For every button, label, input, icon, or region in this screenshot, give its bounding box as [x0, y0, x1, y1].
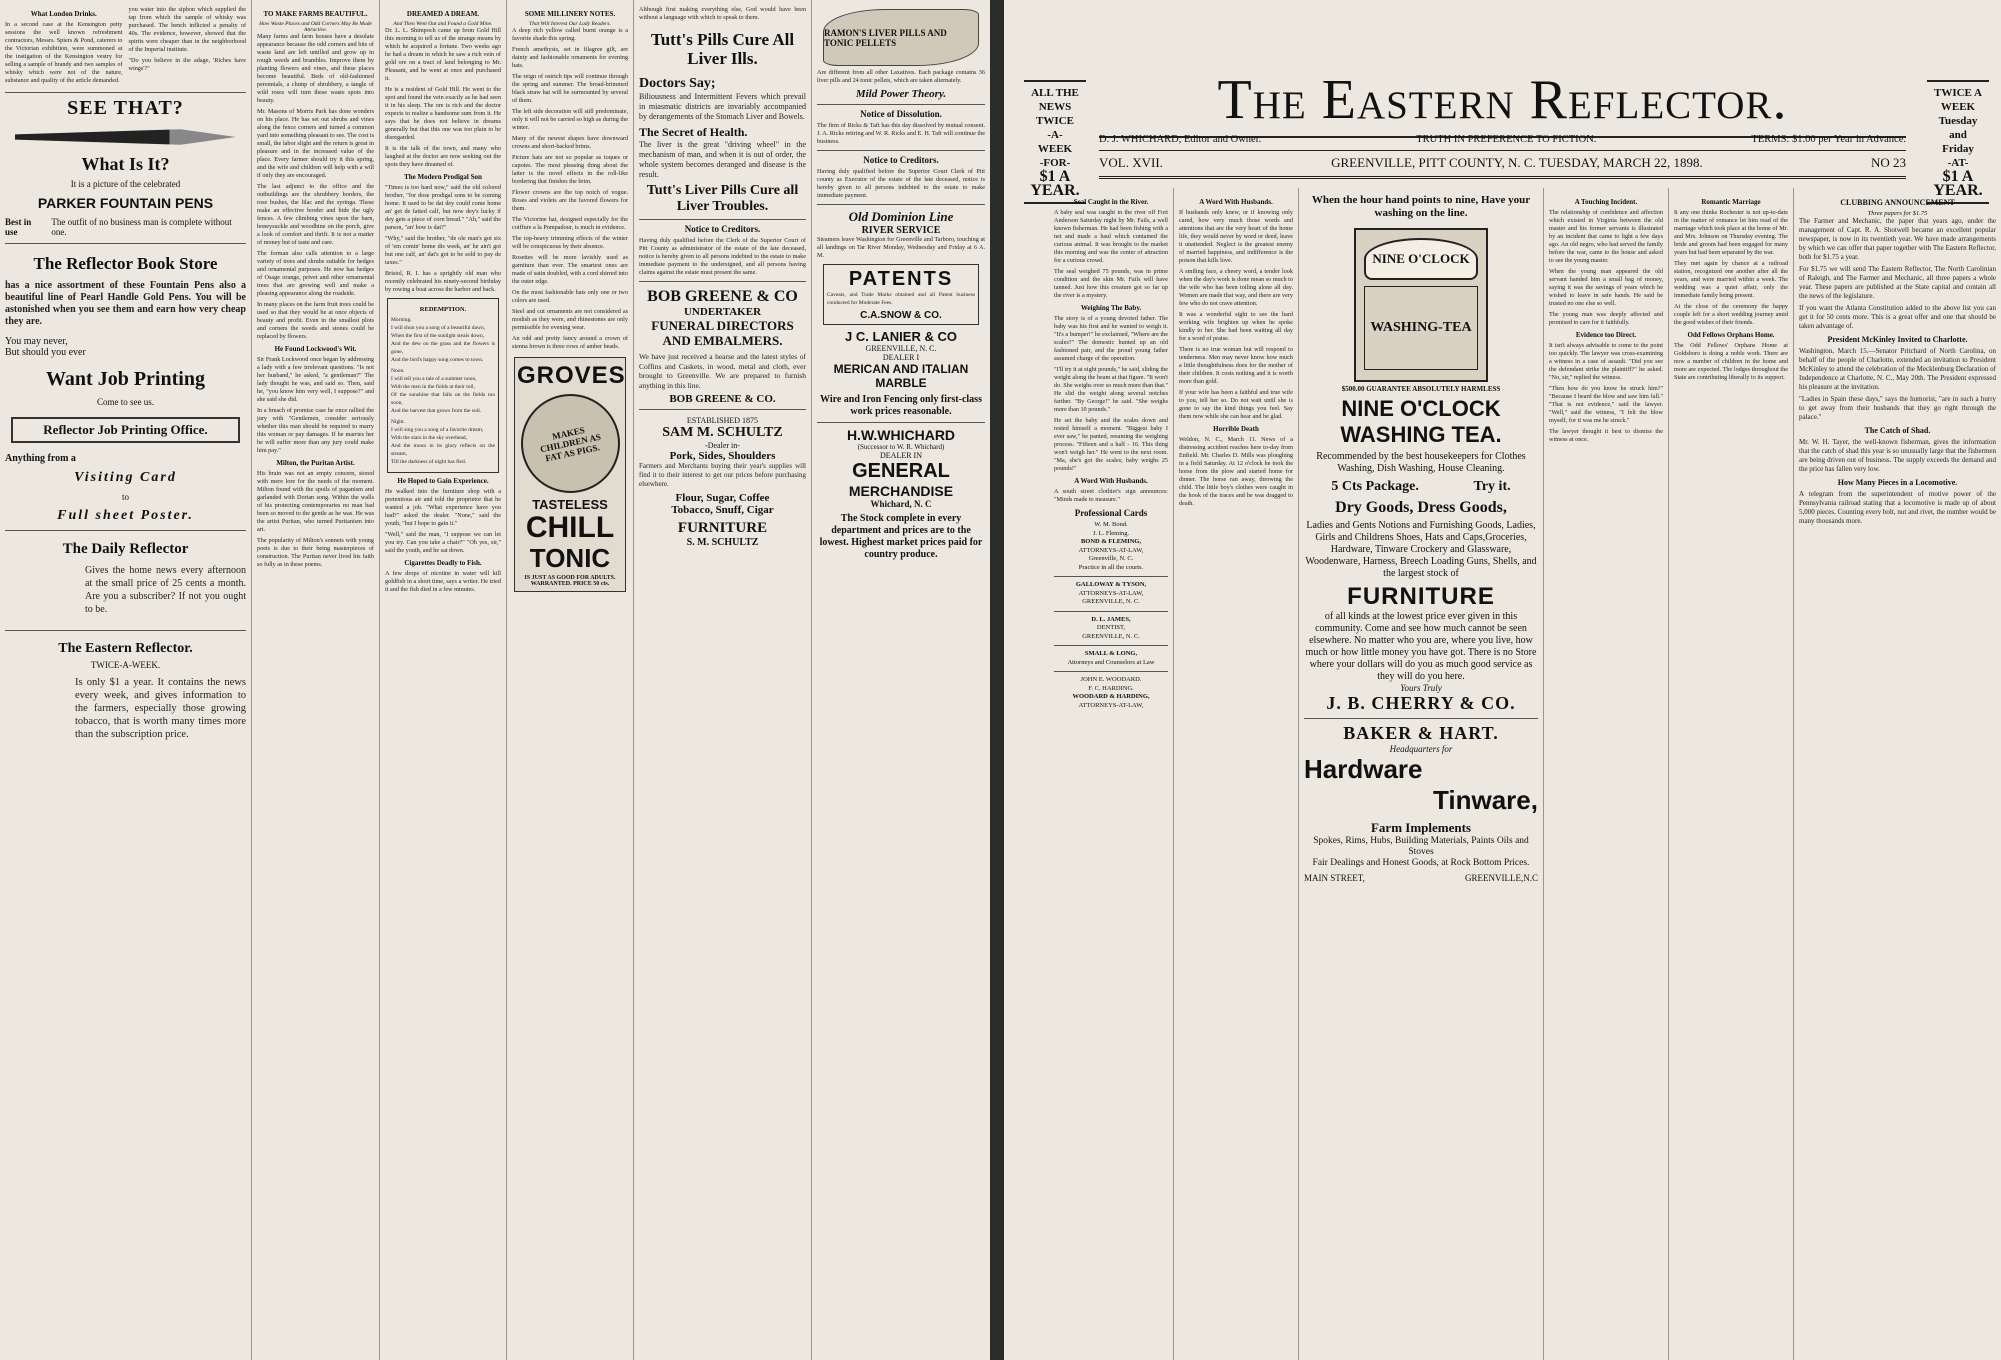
- left-page: [0, 0, 990, 1360]
- undertaker-text: UNDERTAKER: [683, 306, 762, 318]
- job-office-banner: Reflector Job Printing Office.: [11, 417, 240, 443]
- warranted-text: IS JUST AS GOOD FOR ADULTS. WARRANTED. PRICE 50 cts.: [524, 575, 616, 587]
- package-text: 5 Cts Package.: [1331, 479, 1419, 494]
- article-heading: He Found Lockwood's Wit.: [274, 345, 357, 353]
- washing-tea-package-icon: NINE O'CLOCK WASHING-TEA: [1354, 228, 1488, 382]
- clubbing-heading: CLUBBING ANNOUNCEMENT: [1840, 198, 1955, 207]
- dealer-text: DEALER I: [882, 353, 920, 362]
- center-advertisement: [1299, 188, 1544, 1360]
- creditors-heading: Notice to Creditors.: [863, 155, 939, 165]
- furniture-text: FURNITURE: [677, 520, 768, 536]
- dissolution-heading: Notice of Dissolution.: [860, 109, 942, 119]
- newspaper-title: The Eastern Reflector.: [1099, 68, 1906, 138]
- daily-reflector-text: Gives the home news every afternoon at the small price of 25 cents a month. Are you a subscriber? If not you ought to be.: [85, 565, 246, 615]
- headquarters-text: Headquarters for: [1389, 744, 1453, 754]
- guarantee-text: $500.00 GUARANTEE ABSOLUTELY HARMLESS: [1341, 385, 1501, 393]
- professional-cards-heading: Professional Cards: [1074, 508, 1148, 518]
- fat-baby-icon: [521, 394, 620, 493]
- yours-truly-text: Yours Truly: [1400, 683, 1442, 693]
- bob-greene-heading: BOB GREENE & CO: [647, 288, 798, 305]
- groves-heading: GROVES: [517, 362, 626, 389]
- nine-oclock-heading: NINE O'CLOCK: [1341, 396, 1501, 421]
- article-heading: TO MAKE FARMS BEAUTIFUL.: [263, 10, 368, 18]
- dateline-text: GREENVILLE, PITT COUNTY, N. C. TUESDAY, MARCH 22, 1898.: [1331, 155, 1703, 170]
- article-heading: A Word With Husbands.: [1199, 198, 1273, 206]
- article-heading: Horrible Death: [1213, 425, 1259, 433]
- right-page: [1004, 0, 2001, 1360]
- whichard-nc-text: Whichard, N. C: [870, 499, 932, 509]
- left-column-4: SOME MILLINERY NOTES. That Will Interest Our Lady Readers. A deep rich yellow called burnt orange is a favorite shade this spring. French amethysts, set in filagree gilt, are dainty and fashionable ornaments for evening hats. The reign of ostrich tips will continue through the spring and summer. The broad-brimmed black straw hat will be surmounted by several of them. The left side decoration will still predominate, only it will not be carried so high as during the winter. Many of the newest shapes have downward crowns and short-backed brims. Picture hats are not so popular as toques or capotes. The most pleasing thing about the latter is the novel effects in the roll-like bordering that finishes the brim. Flower crowns are the top notch of vogue. Roses and violets are the favored flowers for them. The Victorine hat, designed especially for the coiffure a la Pompadour, is much in evidence. The top-heavy trimming effects of the winter will be conspicuous by their absence. Rosettes will be more lavishly used as garniture than ever. The smartest ones are made of satin doubled, with a cord shirred into the outer edge. On the most fashionable hats only one or two colors are used. Steel and cut ornaments are not considered as modish as they were, and rhinestones are only permissible for evening wear. An odd and pretty fancy around a crown of sienna brown is three rows of amber beads. GROVES MAKES CHILDREN AS FAT AS PIGS. TASTELESS CHILL TONIC IS JUST AS GOOD FOR ADULTS. WARRANTED. PRICE 50 cts.: [507, 0, 634, 1360]
- left-column-1: What London Drinks. In a second case at the Kensington petty sessions the well known refreshment contractors, Messrs. Spiers & Pond, caterers to the Victorian exhibition, were summoned at the instigation of the Kensington vestry for selling a sample of brandy and two samples of whisky which were not of the nature, substance and quality of the article demanded. you water into the siphon which supplied the tap from which the sample of whisky was purchased. The bench inflicted a penalty of 40s. The evidence, however, showed that the spirits were cheaper than in the neighborhood of the Imperial institute. "Do you believe in the adage, 'Riches have wings'?" SEE THAT? What Is It? It is a picture of the celebrated PARKER FOUNTAIN PENS Best in use The outfit of no business man is complete without one. The Reflector Book Store has a nice assortment of these Fountain Pens also a beautiful line of Pearl Handle Gold Pens. You will be astonished when you see them and earn how very cheap they are. You may never, But should you ever Want Job Printing Come to see us. Reflector Job Printing Office. Anything from a Visiting Card to Full sheet Poster. The Daily Reflector Gives the home news every afternoon at the small price of 25 cents a month. Are you a subscriber? If not you ought to be. The Eastern Reflector. TWICE-A-WEEK. Is only $1 a year. It contains the news every week, and gives information to the farmers, especially those growing tobacco, that is worth many times more than the subscription price.: [0, 0, 252, 1360]
- picture-of-text: It is a picture of the celebrated: [70, 179, 181, 189]
- article-heading: SOME MILLINERY NOTES.: [524, 10, 616, 18]
- successor-text: (Successor to W. R. Whichard): [857, 443, 945, 451]
- article-heading: What London Drinks.: [30, 10, 97, 18]
- visiting-card-text: Visiting Card: [74, 470, 177, 485]
- number-text: NO 23: [1870, 155, 1906, 170]
- right-column-4: A Touching Incident. The relationship of confidence and affection which existed in Virginia between the old master and his former servants is illustrated by an incident that came to light a few days ago. An old negro, who had served the family before the war, came to the house and asked to see the young master. When the young man appeared the old servant handed him a small bag of money, saying it was the savings of years which he wished to leave in safe hands. He said he trusted no one else so well. The young man was deeply affected and promised to care for it faithfully. Evidence too Direct. It isn't always advisable to come to the point too quickly. The lawyer was cross-examining a witness in a case of assault. "Did you see the defendant strike the plaintiff?" he asked. "No, sir," replied the witness. "Then how do you know he struck him?" "Because I heard the blow and saw him fall." "That is not evidence," said the lawyer. "Well," said the witness, "I felt the blow myself, for it was me he struck." The lawyer thought it best to dismiss the witness at once.: [1544, 188, 1669, 1360]
- fair-dealings-text: Fair Dealings and Honest Goods, at Rock Bottom Prices.: [1312, 858, 1530, 868]
- right-column-1: Seal Caught in the River. A baby seal was caught in the river off Fort Anderson Saturday night by Mr. Fails, a well known fisherman. He had been fishing with a net and made a haul which contained the curious animal. It was brought to the market this morning and was the center of attraction for a curious crowd. The seal weighed 75 pounds, was in prime condition and the skin Mr. Fails will have tanned. Just how this creature got so far up the river is a mystery. Weighing The Baby. The story is of a young devoted father. The baby was his first and he wanted to weigh it. "It's a bumper!" he exclaimed, "Where are the scales?" The domestic hunted up an old fashioned pair, and the proud young father assumed charge of the operation. "I'll try it at eight pounds," he said, sliding the weight along the beam at that figure. "It won't do. She weighs over so much more than that." He slid the weight along several notches farther. "By George!" he said. "She weighs more than 10 pounds." He set the baby and the scales down and rested himself a moment. "Biggest baby I ever saw," he panted, resuming the weighing process. "Fifteen and a half - 16. This thing won't weigh her." He went to the next room. "Ma, she's got the scales; baby weighs 25 pounds!" A Word With Husbands. A south street clothier's sign announces: "Minds made to measure." Professional Cards W. M. Bond. J. L. Fleming. BOND & FLEMING, ATTORNEYS-AT-LAW, Greenville, N. C. Practice in all the courts. GALLOWAY & TYSON, ATTORNEYS-AT-LAW, GREENVILLE, N. C. D. L. JAMES, DENTIST, GREENVILLE, N. C. SMALL & LONG, Attorneys and Counselors at Law JOHN E. WOODARD. F. C. HARDING. WOODARD & HARDING, ATTORNEYS-AT-LAW,: [1049, 188, 1174, 1360]
- cherry-heading: J. B. CHERRY & CO.: [1326, 693, 1516, 713]
- article-heading: Odd Fellows Orphans Home.: [1687, 331, 1775, 339]
- article-heading: Seal Caught in the River.: [1073, 198, 1149, 206]
- chill-text: CHILL: [525, 511, 615, 544]
- article-heading: President McKinley Invited to Charlotte.: [1827, 335, 1968, 344]
- page-gutter: [990, 0, 1004, 1360]
- tinware-heading: Tinware,: [1432, 785, 1538, 815]
- dealer-in-text: DEALER IN: [880, 451, 922, 460]
- article-subheading: That Will Interest Our Lady Readers.: [529, 21, 611, 27]
- try-it-text: Try it.: [1473, 479, 1511, 494]
- right-column-6: CLUBBING ANNOUNCEMENT Three papers for $1.75 The Farmer and Mechanic, the paper that years ago, under the management of Capt. R. A. Shotwell became an excellent popular newspaper, is now in its twentieth year. We have made arrangements by which we can offer that paper together with The Eastern Reflector, both for $1.75 a year. For $1.75 we will send The Eastern Reflector, The North Carolinian of Raleigh, and The Farmer and Mechanic, all three papers a whole year. These papers are published at the State capital and contain all the news of the legislature. If you want the Atlanta Constitution added to the above list you can get it for 50 cents more. This is a great offer and one that should be taken advantage of. President McKinley Invited to Charlotte. Washington, March 15.—Senator Pritchard of North Carolina, on behalf of the people of Charlotte, extended an invitation to President McKinley to attend the celebration of the Mecklenburg Declaration of Independence at Charlotte, N. C., May 20th. The President expressed his pleasure at the invitation. "Ladies in Spain these days," says the humorist, "are in such a hurry to get away from their husbands that they go right through the palace." The Catch of Shad. Mr. W. H. Tayer, the well-known fisherman, gives the information that the catch of shad this year is so unusually large that the fishermen are being driven out of business. The supply exceeds the demand and the price has fallen very low. How Many Pieces in a Locomotive. A telegram from the superintendent of motive power of the Pennsylvania railroad stating that a locomotive is made up of about 5,000 pieces. Counting every bolt, nut and rivet, the number would be many thousands more.: [1799, 198, 1996, 525]
- snow-text: C.A.SNOW & CO.: [860, 310, 942, 321]
- want-job-heading: Want Job Printing: [46, 368, 205, 390]
- eastern-reflector-heading: The Eastern Reflector.: [58, 641, 193, 656]
- eastern-reflector-text: Is only $1 a year. It contains the news every week, and gives information to the farmers, especially those growing tobacco, that is worth many times more than the subscription price.: [75, 677, 246, 740]
- right-column-2: A Word With Husbands. If husbands only knew, or if knowing only cared, how very much those words and attentions that are the very heart of the home life, they would never by word or deed, leave it unattended. Neglect is the greatest enemy of married happiness, and indifference is the poison that kills love. A smiling face, a cheery word, a tender look when the day's work is done mean so much to the wife who has been toiling alone all day. Women are made that way, and there are very few who do not crave attention. It was a wonderful sight to see the hard working wife brighten up when he spoke kindly to her. She had been waiting all day for a word of praise. There is no true woman but will respond to tenderness. Men may never know how much a little thoughtfulness does for the mother of their children. It costs nothing and it is worth more than gold. If your wife has been a faithful and true wife to you, tell her so. Do not wait until she is gone to say the kind things you feel. Say them now while she can hear and be glad. Horrible Death Weldon, N. C., March 11. News of a distressing accident reaches here to-day from Enfield. Mr. Charles D. Mills was ploughing in a field Saturday. At 12 o'clock he took the horse from the plow and started home for dinner. The horse ran away, throwing the child. The little boy's clothes were caught in the hook of the traces and he was dragged to death.: [1174, 188, 1299, 1360]
- editor-text: D. J. WHICHARD, Editor and Owner.: [1099, 134, 1262, 145]
- article-heading: A Word With Husbands.: [1074, 477, 1148, 485]
- funeral-text: FUNERAL DIRECTORS AND EMBALMERS.: [651, 318, 794, 348]
- come-see-text: Come to see us.: [97, 397, 154, 407]
- farm-implements-text: Farm Implements: [1370, 820, 1471, 835]
- article-heading: DREAMED A DREAM.: [406, 10, 480, 18]
- article-heading: The Modern Prodigal Son: [404, 173, 482, 181]
- article-heading: Weighing The Baby.: [1080, 304, 1142, 312]
- article-heading: Milton, the Puritan Artist.: [276, 459, 355, 467]
- baker-hart-heading: BAKER & HART.: [1343, 723, 1499, 743]
- twice-week-text: TWICE-A-WEEK.: [90, 660, 161, 670]
- dealer-text: -Dealer in-: [705, 441, 740, 450]
- terms-text: TERMS: $1.00 per Year in Advance.: [1751, 134, 1906, 145]
- furniture-text: of all kinds at the lowest price ever given in this community. Come and see how much cannot be seen elsewhere. No matter who you are, where you live, how much or how little money you have got. There is no Store where your dollars will do you as much good service as they will do you here.: [1305, 611, 1537, 682]
- doctors-say-heading: Doctors Say;: [639, 76, 716, 91]
- article-heading: Cigarettes Deadly to Fish.: [404, 559, 482, 567]
- baby-label: MAKES CHILDREN AS FAT AS PIGS.: [538, 424, 602, 464]
- tasteless-text: TASTELESS: [532, 497, 608, 512]
- main-street-text: MAIN STREET,: [1304, 873, 1365, 883]
- anything-text: Anything from a: [5, 453, 76, 464]
- article-heading: Romantic Marriage: [1701, 198, 1761, 206]
- patents-heading: PATENTS: [848, 268, 954, 290]
- clubbing-subheading: Three papers for $1.75: [1867, 210, 1928, 217]
- stock-text: The Stock complete in every department and prices are to the lowest. Highest market prices paid for country produce.: [819, 513, 983, 560]
- bob-greene-footer: BOB GREENE & CO.: [669, 393, 776, 405]
- secret-health-heading: The Secret of Health.: [639, 125, 748, 139]
- schultz-footer: S. M. SCHULTZ: [686, 537, 759, 548]
- schultz-heading: SAM M. SCHULTZ: [662, 425, 783, 440]
- spokes-text: Spokes, Rims, Hubs, Building Materials, Paints Oils and Stoves: [1313, 836, 1529, 857]
- outfit-text: The outfit of no business man is complete without one.: [51, 217, 232, 237]
- redemption-heading: REDEMPTION.: [419, 306, 467, 313]
- creditors-heading: Notice to Creditors.: [684, 224, 761, 234]
- washing-tea-heading: WASHING TEA.: [1340, 422, 1502, 447]
- full-sheet-text: Full sheet Poster.: [57, 508, 194, 523]
- whichard-heading: H.W.WHICHARD: [846, 427, 956, 443]
- lanier-heading: J C. LANIER & CO: [845, 329, 957, 344]
- tutts-pills-heading: Tutt's Pills Cure All Liver Ills.: [650, 30, 795, 68]
- left-column-5: Although first making everything else, God would have been without a language with which to speak to them. Tutt's Pills Cure All Liver Ills. Doctors Say; Biliousness and Intermittent Fevers which prevail in miasmatic districts are invariably accompanied by derangements of the Stomach Liver and Bowels. The Secret of Health. The liver is the great "driving wheel" in the mechanism of man, and when it is out of order, the whole system becomes deranged and disease is the result. Tutt's Liver Pills Cure all Liver Troubles. Notice to Creditors. Having duly qualified before the Clerk of the Superior Court of Pitt County as administrator of the estate of the late deceased, notice is hereby given to all persons indebted to the estate to make immediate payment to the undersigned, and all persons having claims against the estate must present the same. BOB GREENE & CO UNDERTAKER FUNERAL DIRECTORS AND EMBALMERS. We have just received a hearse and the latest styles of Coffins and Caskets, in wood, metal and cloth, ever brought to Greenville. We are prepared to furnish anything in this line. BOB GREENE & CO. ESTABLISHED 1875 SAM M. SCHULTZ -Dealer in- Pork, Sides, Shoulders Farmers and Merchants buying their year's supplies will find it to their interest to get our prices before purchasing elsewhere. Flour, Sugar, Coffee Tobacco, Snuff, Cigar FURNITURE S. M. SCHULTZ: [634, 0, 812, 1360]
- tutts-liver-heading: Tutt's Liver Pills Cure all Liver Troubles.: [646, 183, 799, 214]
- may-never-text: You may never,: [5, 336, 68, 347]
- article-subheading: How Waste Places and Odd Corners May Be Made Attractive.: [259, 21, 372, 33]
- left-column-3: DREAMED A DREAM. And Then Went Out and Found a Gold Mine. Dr. L. L. Shimpoch came up from Gold Hill this morning to tell us of the strange means by which he acquired a fortune. Two weeks ago he had a dream in which he saw a rich vein of gold ore on a tract of land belonging to Mr. Pleasant, and he went at once and purchased it. He is a resident of Gold Hill. He went to the spot and found the vein exactly as he had seen it in his sleep. The ore is rich and the doctor expects to realize a handsome sum from it. He says that he does not believe in dreams generally but that this one was too plain to be disregarded. It is the talk of the town, and many who laughed at the doctor are now seeking out the spots they have dreamed of. The Modern Prodigal Son "Times is too hard now," said the old colored brother, "for dose prodigal sons to be coming home. It used to be dat dey could come home an' get de fatted calf, but now dey's lucky if dey gets a piece of corn bread." "Ah," said the parson, "an' how is dat?" "Why," said the brother, "de ole man's got six of 'em comin' home dis week, an' he ain't got but one calf, an' dat's got to be sold to pay de taxes." Bristol, R. I. has a sprightly old man who recently celebrated his ninety-second birthday by rowing a boat across the harbor and back. REDEMPTION. Morning. I will shun you a song of a beautiful dawn, When the first of the sunlight steals down, And the dew on the grass and the flowers is gone, And the bird's happy song comes to town. Noon. I will tell you a tale of a summer noon, With the men in the fields at their toil, Of the sunshine that falls on the fields too soon, And the harvest that grows from the soil. Night. I will sing you a song of a favorite dream, With the stars in the sky overhead, And the moon in its glory reflects on the stream, Till the darkness of night has fled. He Hoped to Gain Experience. He walked into the furniture shop with a pretentious air and told the proprietor that he wanted a job. "What experience have you had?" asked the dealer. "None," said the youth, "but I hope to gain it." "Well," said the man, "I suppose we can let you try. Can you take a chair?" "Oh yes, sir," said the youth, and he sat down. Cigarettes Deadly to Fish. A few drops of nicotine in water will kill goldfish in a short time, says a writer. He tried it and the fish died in a few minutes.: [380, 0, 507, 1360]
- article-subheading: And Then Went Out and Found a Gold Mine.: [393, 21, 493, 27]
- best-in-use-text: Best in use: [5, 217, 32, 237]
- greenville-text: GREENVILLE, N. C.: [865, 344, 937, 353]
- motto-text: TRUTH IN PREFERENCE TO FICTION.: [1416, 134, 1597, 145]
- left-ear: ALL THE NEWS TWICE -A- WEEK -FOR- $1 A YEAR.: [1024, 80, 1086, 204]
- book-store-text: has a nice assortment of these Fountain Pens also a beautiful line of Pearl Handle Gold Pens. You will be astonished when you see them and earn how very cheap they are.: [5, 280, 246, 327]
- tonic-text: TONIC: [529, 543, 611, 573]
- established-text: ESTABLISHED 1875: [686, 416, 759, 425]
- parker-pens-heading: PARKER FOUNTAIN PENS: [37, 195, 214, 211]
- marble-text: MERICAN AND ITALIAN MARBLE: [833, 362, 969, 390]
- article-heading: Evidence too Direct.: [1575, 331, 1637, 339]
- left-column-2: TO MAKE FARMS BEAUTIFUL. How Waste Places and Odd Corners May Be Made Attractive. Many farms and farm houses have a desolate appearance because the odd corners and bits of waste land are left untilled and grow up in rough weeds and brambles. Improve them by planting flowers and vines, and these places become beautiful. Beds of old-fashioned perennials, a clump of shrubbery, a tangle of wild roses will turn these waste spots into beauty. Mr. Masons of Morris Park has done wonders on his place. He has set out shrubs and vines along the fence corners and turned a common yard into something pleasant to see. The cost is small, the labor slight and the return is great in pleasure and in the increased value of the place. Every farmer should try it this spring, and the wife and children will help with a will if only they are encouraged. The last adjunct to the office and the outbuildings are the shrubbery borders, the rose bushes, the lilac and the syringa. These make an effective border and hide the ugly fences. A few climbing vines upon the barn, honeysuckle and woodbine on the porch, give a look of comfort and thrift. It is not a matter of money but of taste and care. The forman also calls attention to a large variety of trees and shrubs suitable for hedges and ornamental purposes. He now has hedges of Osage orange, privet and other ornamental trees that are growing well and make a pleasing appearance along the roadside. In many places on the farm fruit trees could be used so that they would be at once objects of beauty and profit. Even in the smallest plots and corners the weeds and stones could be replaced by flowers. He Found Lockwood's Wit. Sir Frank Lockwood once began by addressing a lady with a few irrelevant questions. "Is not her husband," he asked, "a gentleman?" The lady thought he was, and said so. Then, said he, "you know him very well, I suppose?" and she said she did. In a breach of promise case he once rallied the jury with "Gentlemen, consider seriously whether this man should be required to marry this woman or pay damages. If he marries her he will suffer more than any jury could make him pay." Milton, the Puritan Artist. His brain was not an empty concern, stored with mere lore for the needs of the moment. Milton found with the spoils of paganism and garlanded with Dorian song. Within the walls of his protecting contemporaries no man had been so moved to the gentle as he was. He was the artist Puritan, who turned Puritanism into art. The popularity of Milton's sonnets with young poets is due to their being masterpieces of construction. The Puritan never lived his faith so fully as in these poems.: [252, 0, 380, 1360]
- pork-text: Pork, Sides, Shoulders: [669, 450, 776, 462]
- dry-goods-heading: Dry Goods, Dress Goods,: [1335, 499, 1507, 516]
- recommended-text: Recommended by the best housekeepers for Clothes Washing, Dish Washing, House Cleaning.: [1316, 451, 1526, 474]
- article-heading: He Hoped to Gain Experience.: [397, 477, 489, 485]
- flour-text: Flour, Sugar, Coffee: [675, 492, 770, 504]
- see-that-heading: SEE THAT?: [67, 97, 184, 119]
- hour-hand-text: When the hour hand points to nine, Have your washing on the line.: [1311, 194, 1531, 219]
- dominion-heading: Old Dominion Line: [848, 209, 954, 224]
- merchandise-text: MERCHANDISE: [848, 483, 954, 499]
- what-is-it-heading: What Is It?: [81, 154, 170, 174]
- pointing-hand-icon: RAMON'S LIVER PILLS AND TONIC PELLETS: [823, 9, 979, 66]
- ladies-text: Ladies and Gents Notions and Furnishing Goods, Ladies, Girls and Childrens Shoes, Hats and Caps,Groceries, Hardware, Tinware Crockery and Glassware, Woodenware, Harness, Breech Loading Guns, Shells, and the largest stock of: [1305, 520, 1537, 579]
- right-ear: TWICE A WEEK Tuesday and Friday -AT- $1 A YEAR.: [1927, 80, 1989, 204]
- wire-text: Wire and Iron Fencing only first-class work prices reasonable.: [820, 394, 982, 417]
- right-column-5: Romantic Marriage It any one thinks Rochester is not up-to-date in the matter of romance let him read of the marriage which took place at the home of Mr. and Mrs. Johnson on Thursday evening. The bride and groom had been engaged for many years but had been separated by the war. They met again by chance at a railroad station, recognized one another after all the years, and were married within a week. The wedding was a quiet affair, only the immediate family being present. At the close of the ceremony the happy couple left for a short wedding journey amid the good wishes of their friends. Odd Fellows Orphans Home. The Odd Fellows' Orphans Home at Goldsboro is doing a noble work. There are now a number of children in the home and more are expected. The lodges throughout the State are contributing liberally to its support.: [1669, 188, 1794, 1360]
- furniture-heading: FURNITURE: [1347, 583, 1495, 610]
- masthead-dateline: [1099, 155, 1906, 179]
- general-text: GENERAL: [852, 460, 950, 482]
- hardware-heading: Hardware: [1304, 754, 1423, 784]
- book-store-heading: The Reflector Book Store: [33, 254, 218, 273]
- tobacco-text: Tobacco, Snuff, Cigar: [671, 504, 774, 516]
- article-heading: The Catch of Shad.: [1864, 426, 1931, 435]
- to-text: to: [121, 492, 129, 502]
- but-should-text: But should you ever: [5, 347, 86, 358]
- mild-power-heading: Mild Power Theory.: [855, 88, 947, 100]
- article-heading: A Touching Incident.: [1574, 198, 1638, 206]
- fountain-pen-icon: [15, 124, 236, 150]
- left-column-6: RAMON'S LIVER PILLS AND TONIC PELLETS Are different from all other Laxatives. Each package contains 36 liver pills and 24 tonic pellets, which are taken alternately. Mild Power Theory. Notice of Dissolution. The firm of Ricks & Taft has this day dissolved by mutual consent. J. A. Ricks retiring and W. R. Ricks and E. H. Taft will continue the business. Notice to Creditors. Having duly qualified before the Superior Court Clerk of Pitt county as Executor of the estate of the late deceased, notice is hereby given to all persons indebted to the estate to make immediate payment. Old Dominion Line RIVER SERVICE Steamers leave Washington for Greenville and Tarboro, touching at all landings on Tar River Monday, Wednesday and Friday at 6 A. M. PATENTS Caveats, and Trade Marks obtained and all Patent business conducted for Moderate Fees. C.A.SNOW & CO. J C. LANIER & CO GREENVILLE, N. C. DEALER I MERICAN AND ITALIAN MARBLE Wire and Iron Fencing only first-class work prices reasonable. H.W.WHICHARD (Successor to W. R. Whichard) DEALER IN GENERAL MERCHANDISE Whichard, N. C The Stock complete in every department and prices are to the lowest. Highest market prices paid for country produce.: [812, 0, 990, 1360]
- greenville-text: GREENVILLE,N.C: [1465, 873, 1538, 883]
- river-service-text: RIVER SERVICE: [861, 225, 941, 236]
- volume-text: VOL. XVII.: [1099, 155, 1163, 170]
- masthead: [1004, 60, 2001, 199]
- daily-reflector-heading: The Daily Reflector: [62, 541, 189, 557]
- masthead-subline: [1099, 134, 1906, 151]
- article-heading: How Many Pieces in a Locomotive.: [1837, 478, 1958, 487]
